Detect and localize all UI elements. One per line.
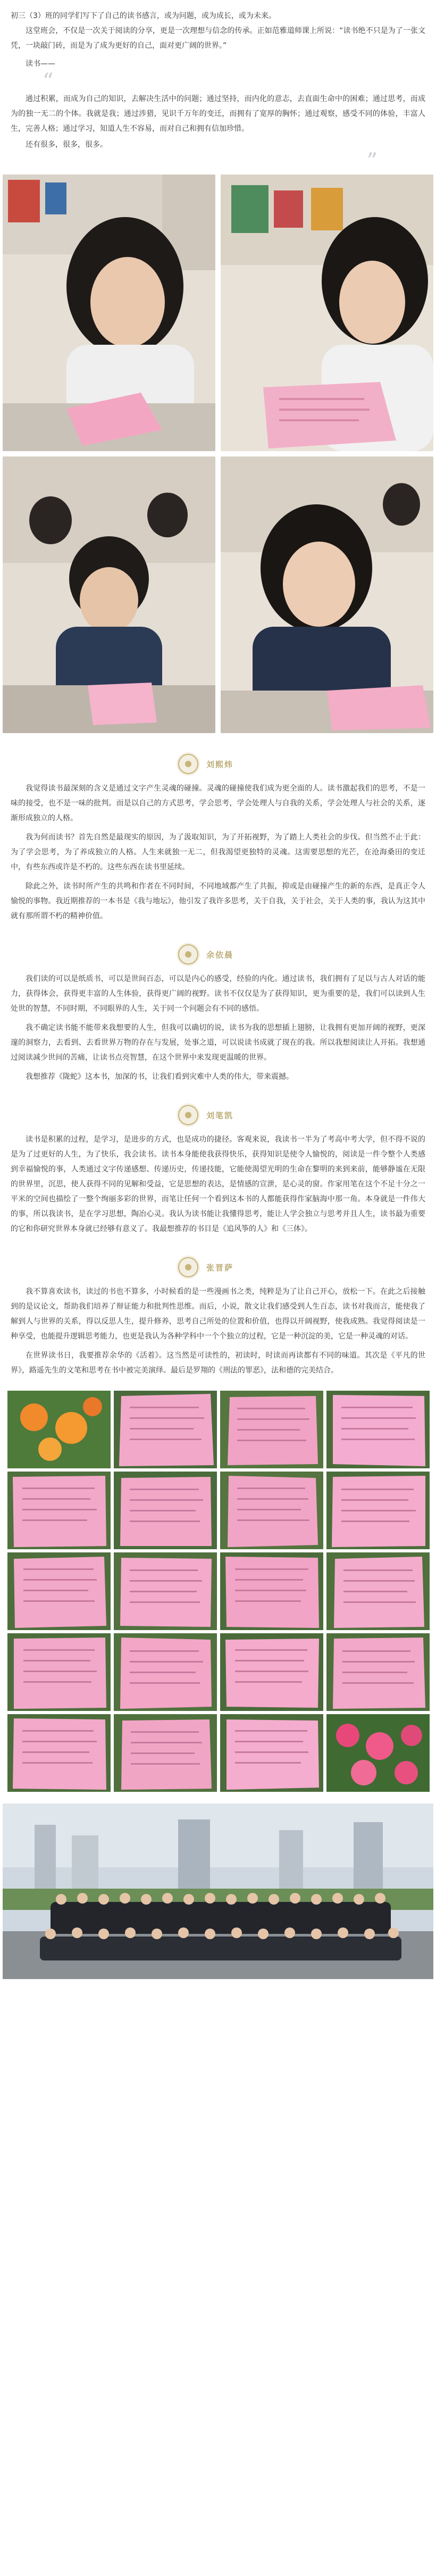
author-section-1 <box>0 751 436 924</box>
author-paragraph: 我为何而读书？首先自然是最现实的原因，为了汲取知识，为了开拓视野，为了踏上人类社会的步伐。但当然不止于此：为了学会思考，为了养成独立的人格。人生来就独一无二，但我渴望更独特的灵魂。这需要思想的光芒，在沧海桑田的变迁中，有些东西或许是不朽的。这些东西在读书里延续。 <box>11 833 425 871</box>
flower-badge-icon <box>175 1102 201 1128</box>
open-quote-icon: “ <box>43 69 54 94</box>
reading-quote-closing: 还有很多，很多，很多。 <box>26 140 107 149</box>
pink-note-photo <box>7 1633 111 1711</box>
pink-note-photo <box>7 1552 111 1630</box>
close-quote-icon: ” <box>366 149 378 173</box>
author-name: 刘笔凯 <box>206 1110 234 1120</box>
flower-badge-icon <box>175 1254 201 1280</box>
author-paragraph: 除此之外，读书时所产生的共鸣和作者在不同时间，不同地域都产生了共振，抑或是由碰撞产生的新的东西，是真正令人愉悦的事物。我近期推荐的一本书是《我与地坛》，他引发了我许多思考，关于自我，关于社会，关于人类的事，我认为这其中就有那所谓不朽的精神价值。 <box>11 882 425 920</box>
pink-note-photo <box>114 1714 217 1792</box>
reading-quote-block <box>11 92 425 152</box>
pink-note-photo <box>7 1472 111 1549</box>
author-section-3 <box>0 1102 436 1236</box>
author-section-2 <box>0 942 436 1084</box>
pink-flowers-photo <box>326 1714 430 1792</box>
flower-badge-icon <box>175 751 201 777</box>
author-paragraph: 在世界读书日，我要推荐余华的《活着》。这当然是可读性的，初读时，时读而再读都有不同的味道。其次是《平凡的世界》，路遥先生的文笔和思考在书中被完美演绎。最后是罗翔的《刑法的罪恶》，法和德的完美结合。 <box>11 1351 425 1375</box>
pink-note-photo <box>114 1472 217 1549</box>
intro-paragraph-2: 这堂班会，不仅是一次关于阅读的分享，更是一次理想与信念的传承。正如范雅道师课上所说：“读书绝不只是为了一张文凭，一块敲门砖，而是为了成为更好的自己，面对更广阔的世界。” <box>11 27 425 50</box>
author-paragraph: 我不确定读书能不能带来我想要的人生，但我可以确切的说，读书为我的思想插上翅膀，让我拥有更加开阔的视野，更深邃的洞察力，去看到、去看世界万物的存在与发展，处事之道，可以说读书成就了现在的我。所以我想阅读让人开拓。我想通过阅读减少世间的苦痛，让读书点亮智慧，在这个世界中来发现更温暖的世界。 <box>11 1024 425 1062</box>
author-section-4 <box>0 1254 436 1378</box>
class-group-photo <box>3 1804 433 1979</box>
photo-girl-writing-1 <box>3 174 215 451</box>
pink-note-photo <box>220 1633 323 1711</box>
author-name: 刘熙炜 <box>206 759 234 769</box>
author-header <box>175 1102 425 1128</box>
pink-note-photo <box>326 1472 430 1549</box>
author-paragraph: 读书是积累的过程，是学习，是进步的方式，也是成功的捷径。客观来说，我读书一半为了考高中考大学，但不得不说的是为了过更好的人生，为了快乐，我会读书。读书本身能使我获得快乐，获得知识是使令人愉悦的，阅读是一件令整个人类感到幸福愉悦的事，人类通过文字传递感想、传递历史，传递技能，它能使渴望光明的生命在黎明的来到来前，能够静谧在无限的世界里，沉思，使人获得不同的见解和受益，它是思想的表达，是情感的宣泄，是心灵的窗。作家用笔在这个不足十分之一平米的空间也描绘了一整个绚丽多彩的世界，而笔让任何一个看到这本书的人都能获得作家脑海中那一角。本身就是一件伟大的事，所以我读书，是在学习思想，陶冶心灵。我认为读书能让我懂得思考，能让人学会独立与思考并且人生，读书最为重要的它和你研究世界本身就已经够有意义了。我最想推荐的书目是《追风筝的人》和《三体》。 <box>11 1135 425 1233</box>
author-name: 余依晨 <box>206 950 234 960</box>
reading-quote-paragraph: 通过积累，而成为自己的知识，去解决生活中的问题；通过坚持，而内化的意志，去直面生命中的困难；通过思考，而成为的独一无二的个体。我就是我；通过涉猎，见识千万年的变迁，而拥有了宽厚的胸怀；通过观察，感受不同的体验，丰富人生，完善人格；通过学习，知道人生不容易，而对自己和拥有信加珍惜。 <box>11 95 425 133</box>
pink-note-photo <box>326 1552 430 1630</box>
pink-note-photo <box>114 1391 217 1468</box>
classroom-photo-grid <box>0 174 436 733</box>
pink-note-photo <box>114 1633 217 1711</box>
pink-note-photo <box>220 1552 323 1630</box>
author-name: 张晋萨 <box>206 1262 234 1273</box>
author-header <box>175 942 425 967</box>
photo-boy-writing <box>3 456 215 733</box>
pink-note-photo <box>220 1472 323 1549</box>
photo-girl-writing-2 <box>221 174 433 451</box>
author-header <box>175 751 425 777</box>
pink-note-photo <box>114 1552 217 1630</box>
photo-girl-writing-3 <box>221 456 433 733</box>
author-header <box>175 1254 425 1280</box>
pink-note-photo <box>326 1391 430 1468</box>
author-paragraph: 我觉得读书最深刻的含义是通过文字产生灵魂的碰撞。灵魂的碰撞使我们成为更全面的人。读书激起我们的思考，不是一味的接受，也不是一味的批判。而是以自己的方式思考，学会思考，学会处理人与自我的关系，学会处理人与社会的关系，逐渐形成独立的人格。 <box>11 784 425 822</box>
pink-note-photo <box>7 1714 111 1792</box>
reading-label: 读书—— <box>26 60 55 68</box>
intro-paragraph-1: 初三（3）班的同学们写下了自己的读书感言，或为问题，或为成长，或为未来。 <box>11 12 276 20</box>
reading-notes-photo-grid <box>0 1391 436 1792</box>
flowers-photo <box>7 1391 111 1468</box>
author-paragraph: 我想推荐《陇蛇》这本书，加深的书，让我们看到灾难中人类的伟大，带来震撼。 <box>26 1073 294 1081</box>
author-paragraph: 我不算喜欢读书，读过的书也不算多，小时候看的是一些漫画书之类，纯粹是为了让自己开心，放松一下。在此之后接触到的是议论文，帮助我们培养了辩证能力和批判性思维。而后，小说，散文让我们感受到人生百态，读书对我而言，能使我了解到人与世界的关系，得以反思人生，提升修养，思考自己所处的位置和价值，也得以开阔视野，使我成熟。我觉得阅读是一种享受，也能提升逻辑思考能力，也更是我认为各种学科中一个个独立的过程，它是一种沉淀的美，它是一种灵魂的对话。 <box>11 1287 425 1341</box>
author-paragraph: 我们读的可以是纸质书，可以是世间百态，可以是内心的感受，经验的内化。通过读书，我们拥有了足以与古人对话的能力，获得体会，获得更丰富的人生体验，获得更广阔的视野。读书不仅仅是为了获得知识，更为重要的是，我们可以读到人生处世的智慧，不同时期，不同眼界的人生，关于同一个问题会有不同的感悟。 <box>11 975 425 1013</box>
pink-note-photo <box>326 1633 430 1711</box>
flower-badge-icon <box>175 942 201 967</box>
pink-note-photo <box>220 1391 323 1468</box>
pink-note-photo <box>220 1714 323 1792</box>
intro-section <box>0 0 436 173</box>
